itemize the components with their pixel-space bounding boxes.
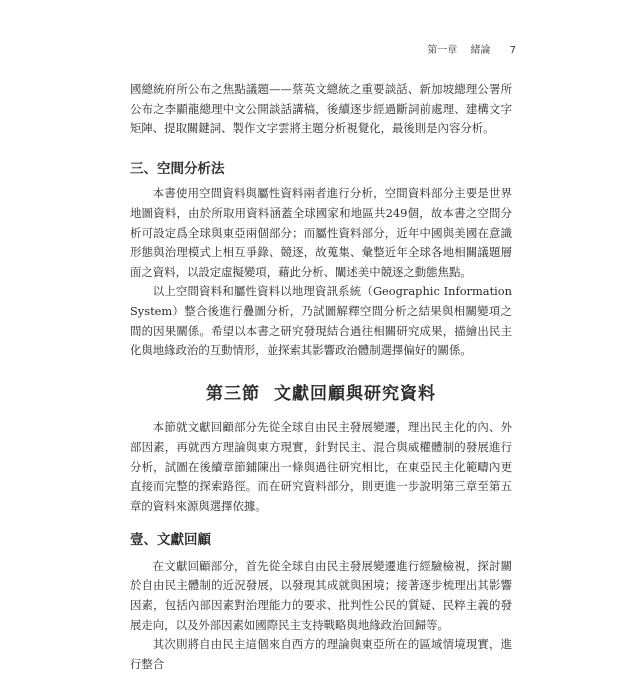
- header-title: 緒論: [470, 45, 491, 56]
- section-name: 文獻回顧與研究資料: [274, 383, 436, 404]
- page-body: [130, 80, 512, 674]
- paragraph: 其次則將自由民主這個來自西方的理論與東亞所在的區域情境現實，進行整合: [130, 637, 512, 671]
- paragraph: 以上空間資料和屬性資料以地理資訊系統（Geographic Information System）整合後進行疊圖分析，乃試圖解釋空間分析之結果與相關變項之間的因果關係。希望以本書之研究發現結合過往相關研究成果，描繪出民主化與地緣政治的互動情形，並探索其影響政治體制選擇偏好的關係。: [130, 284, 512, 358]
- paragraph-section-intro: 本節就文獻回顧部分先從全球自由民主發展變遷，理出民主化的內、外部因素，再就西方理論與東方現實，針對民主、混合與威權體制的發展進行分析，試圖在後續章節鋪陳出一條與過往研究相比，在東亞民主化範疇內更直接而完整的探索路徑。而在研究資料部分，則更進一步說明第三章至第五章的資料來源與選擇依據。: [130, 420, 512, 513]
- paragraph-continuation: 國總統府所公布之焦點議題——蔡英文總統之重要談話、新加坡總理公署所公布之李顯龍總理中文公開談話講稿，後續逐步經過斷詞前處理、建構文字矩陣、提取關鍵詞、製作文字雲將主題分析視覺化，最後則是內容分析。: [130, 82, 512, 136]
- page-number: 7: [509, 45, 516, 56]
- section-title: [130, 385, 512, 405]
- section-number: 第三節: [206, 383, 260, 404]
- paragraph: 在文獻回顧部分，首先從全球自由民主發展變遷進行經驗檢視，探討關於自由民主體制的近況發展，以發現其成就與困境；接著逐步梳理出其影響因素，包括內部因素對治理能力的要求、批判性公民的質疑、民粹主義的發展走向，以及外部因素如國際民主支持戰略與地緣政治回歸等。: [130, 558, 512, 632]
- sub-heading-literature-review: 壹、文獻回顧: [130, 532, 211, 549]
- paragraph: 本書使用空間資料與屬性資料兩者進行分析，空間資料部分主要是世界地圖資料，由於所取用資料涵蓋全球國家和地區共249個，故本書之空間分析可設定爲全球與東亞兩個部分；而屬性資料部分，近年中國與美國在意識形態與治理模式上相互爭錄、競逐，故蒐集、彙整近年全球各地相關議題層面之資料，以設定虛擬變項，藉此分析、闡述美中競逐之動態焦點。: [130, 186, 512, 279]
- header-chapter: 第一章: [427, 45, 458, 56]
- running-header: [427, 41, 516, 56]
- section-heading-spatial-analysis: 三、空間分析法: [130, 160, 225, 177]
